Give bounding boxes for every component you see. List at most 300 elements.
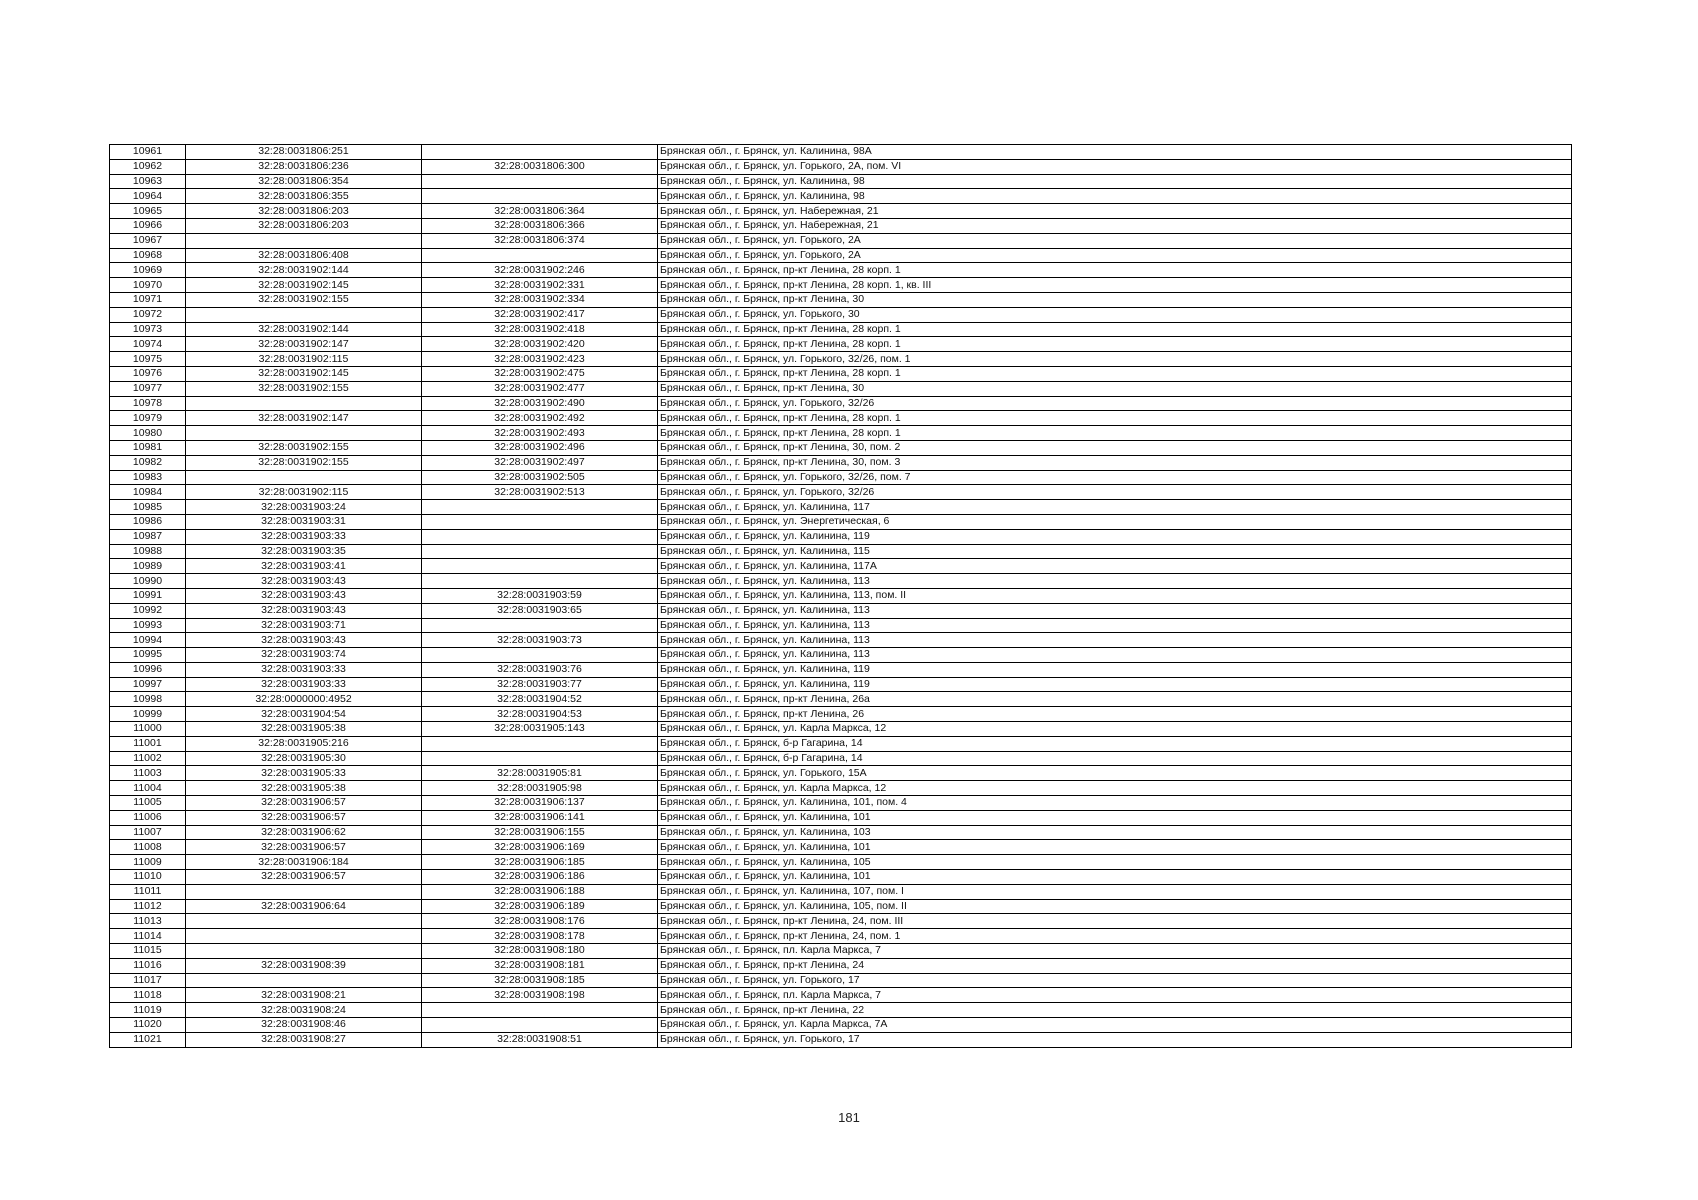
- cadastral-number-cell: 32:28:0031905:30: [186, 751, 422, 766]
- premises-cadastral-number-cell: [422, 544, 658, 559]
- address-cell: Брянская обл., г. Брянск, ул. Карла Маркса, 7А: [658, 1018, 1572, 1033]
- address-cell: Брянская обл., г. Брянск, пл. Карла Маркса, 7: [658, 988, 1572, 1003]
- cadastral-number-cell: 32:28:0031906:64: [186, 899, 422, 914]
- row-number-cell: 10994: [110, 633, 186, 648]
- premises-cadastral-number-cell: 32:28:0031908:51: [422, 1032, 658, 1047]
- premises-cadastral-number-cell: [422, 559, 658, 574]
- table-row: [110, 618, 1572, 633]
- row-number-cell: 11007: [110, 825, 186, 840]
- premises-cadastral-number-cell: 32:28:0031902:420: [422, 337, 658, 352]
- premises-cadastral-number-cell: 32:28:0031903:76: [422, 662, 658, 677]
- premises-cadastral-number-cell: 32:28:0031902:496: [422, 440, 658, 455]
- address-cell: Брянская обл., г. Брянск, ул. Калинина, 113: [658, 633, 1572, 648]
- cadastral-number-cell: 32:28:0031806:408: [186, 248, 422, 263]
- table-row: [110, 648, 1572, 663]
- row-number-cell: 10987: [110, 529, 186, 544]
- cadastral-number-cell: [186, 426, 422, 441]
- row-number-cell: 10962: [110, 159, 186, 174]
- page-number: 181: [838, 1110, 860, 1125]
- table-row: [110, 633, 1572, 648]
- cadastral-number-cell: 32:28:0031903:43: [186, 588, 422, 603]
- cadastral-number-cell: [186, 884, 422, 899]
- premises-cadastral-number-cell: [422, 189, 658, 204]
- table-row: [110, 736, 1572, 751]
- row-number-cell: 10967: [110, 233, 186, 248]
- row-number-cell: 10980: [110, 426, 186, 441]
- table-row: [110, 914, 1572, 929]
- cadastral-number-cell: 32:28:0031903:33: [186, 529, 422, 544]
- cadastral-number-cell: 32:28:0031903:24: [186, 500, 422, 515]
- premises-cadastral-number-cell: [422, 500, 658, 515]
- premises-cadastral-number-cell: 32:28:0031902:417: [422, 307, 658, 322]
- premises-cadastral-number-cell: [422, 174, 658, 189]
- table-row: [110, 352, 1572, 367]
- address-cell: Брянская обл., г. Брянск, ул. Калинина, 98: [658, 174, 1572, 189]
- address-cell: Брянская обл., г. Брянск, ул. Горького, 32/26: [658, 396, 1572, 411]
- address-cell: Брянская обл., г. Брянск, ул. Калинина, 117: [658, 500, 1572, 515]
- address-cell: Брянская обл., г. Брянск, ул. Карла Маркса, 12: [658, 781, 1572, 796]
- cadastral-number-cell: 32:28:0031905:33: [186, 766, 422, 781]
- premises-cadastral-number-cell: 32:28:0031906:185: [422, 855, 658, 870]
- address-cell: Брянская обл., г. Брянск, ул. Калинина, 105: [658, 855, 1572, 870]
- address-cell: Брянская обл., г. Брянск, пр-кт Ленина, 30, пом. 2: [658, 440, 1572, 455]
- address-cell: Брянская обл., г. Брянск, пр-кт Ленина, 24, пом. III: [658, 914, 1572, 929]
- cadastral-number-cell: 32:28:0031908:39: [186, 958, 422, 973]
- cadastral-number-cell: 32:28:0031902:144: [186, 322, 422, 337]
- row-number-cell: 11000: [110, 722, 186, 737]
- table-row: [110, 692, 1572, 707]
- address-cell: Брянская обл., г. Брянск, пр-кт Ленина, 28 корп. 1: [658, 322, 1572, 337]
- address-cell: Брянская обл., г. Брянск, ул. Калинина, 113, пом. II: [658, 588, 1572, 603]
- row-number-cell: 11004: [110, 781, 186, 796]
- address-cell: Брянская обл., г. Брянск, пр-кт Ленина, 28 корп. 1: [658, 337, 1572, 352]
- cadastral-number-cell: [186, 914, 422, 929]
- row-number-cell: 10976: [110, 366, 186, 381]
- table-row: [110, 988, 1572, 1003]
- premises-cadastral-number-cell: [422, 574, 658, 589]
- address-cell: Брянская обл., г. Брянск, пр-кт Ленина, 30: [658, 381, 1572, 396]
- premises-cadastral-number-cell: 32:28:0031908:181: [422, 958, 658, 973]
- address-cell: Брянская обл., г. Брянск, ул. Горького, 30: [658, 307, 1572, 322]
- table-row: [110, 751, 1572, 766]
- cadastral-number-cell: 32:28:0031902:145: [186, 278, 422, 293]
- table-body: [110, 145, 1572, 1048]
- premises-cadastral-number-cell: 32:28:0031908:198: [422, 988, 658, 1003]
- row-number-cell: 11018: [110, 988, 186, 1003]
- table-row: [110, 529, 1572, 544]
- table-row: [110, 440, 1572, 455]
- table-row: [110, 574, 1572, 589]
- cadastral-number-cell: 32:28:0031906:57: [186, 810, 422, 825]
- address-cell: Брянская обл., г. Брянск, пл. Карла Маркса, 7: [658, 944, 1572, 959]
- premises-cadastral-number-cell: 32:28:0031906:189: [422, 899, 658, 914]
- table-row: [110, 722, 1572, 737]
- table-row: [110, 514, 1572, 529]
- table-row: [110, 825, 1572, 840]
- address-cell: Брянская обл., г. Брянск, пр-кт Ленина, 28 корп. 1: [658, 426, 1572, 441]
- premises-cadastral-number-cell: 32:28:0031908:178: [422, 929, 658, 944]
- premises-cadastral-number-cell: 32:28:0031806:364: [422, 204, 658, 219]
- address-cell: Брянская обл., г. Брянск, ул. Набережная, 21: [658, 204, 1572, 219]
- cadastral-number-cell: 32:28:0031905:38: [186, 722, 422, 737]
- table-row: [110, 870, 1572, 885]
- table-row: [110, 707, 1572, 722]
- row-number-cell: 10972: [110, 307, 186, 322]
- row-number-cell: 10989: [110, 559, 186, 574]
- row-number-cell: 11002: [110, 751, 186, 766]
- premises-cadastral-number-cell: [422, 248, 658, 263]
- row-number-cell: 11015: [110, 944, 186, 959]
- premises-cadastral-number-cell: 32:28:0031806:366: [422, 218, 658, 233]
- table-row: [110, 1018, 1572, 1033]
- table-row: [110, 278, 1572, 293]
- address-cell: Брянская обл., г. Брянск, пр-кт Ленина, 28 корп. 1: [658, 366, 1572, 381]
- table-row: [110, 248, 1572, 263]
- address-cell: Брянская обл., г. Брянск, ул. Горького, 2А: [658, 233, 1572, 248]
- address-cell: Брянская обл., г. Брянск, ул. Калинина, 101, пом. 4: [658, 796, 1572, 811]
- address-cell: Брянская обл., г. Брянск, ул. Горького, 32/26, пом. 1: [658, 352, 1572, 367]
- row-number-cell: 10971: [110, 292, 186, 307]
- table-row: [110, 973, 1572, 988]
- address-cell: Брянская обл., г. Брянск, ул. Калинина, 117А: [658, 559, 1572, 574]
- address-cell: Брянская обл., г. Брянск, ул. Горького, 32/26: [658, 485, 1572, 500]
- premises-cadastral-number-cell: 32:28:0031903:73: [422, 633, 658, 648]
- row-number-cell: 11012: [110, 899, 186, 914]
- table-row: [110, 204, 1572, 219]
- row-number-cell: 10993: [110, 618, 186, 633]
- premises-cadastral-number-cell: [422, 618, 658, 633]
- address-cell: Брянская обл., г. Брянск, пр-кт Ленина, 24, пом. 1: [658, 929, 1572, 944]
- property-registry-table: [109, 144, 1572, 1048]
- address-cell: Брянская обл., г. Брянск, пр-кт Ленина, 28 корп. 1: [658, 263, 1572, 278]
- address-cell: Брянская обл., г. Брянск, ул. Горького, 15А: [658, 766, 1572, 781]
- premises-cadastral-number-cell: [422, 751, 658, 766]
- address-cell: Брянская обл., г. Брянск, б-р Гагарина, 14: [658, 751, 1572, 766]
- row-number-cell: 10996: [110, 662, 186, 677]
- premises-cadastral-number-cell: 32:28:0031908:180: [422, 944, 658, 959]
- premises-cadastral-number-cell: 32:28:0031902:418: [422, 322, 658, 337]
- cadastral-number-cell: 32:28:0031903:43: [186, 574, 422, 589]
- row-number-cell: 10984: [110, 485, 186, 500]
- row-number-cell: 10973: [110, 322, 186, 337]
- cadastral-number-cell: 32:28:0031908:46: [186, 1018, 422, 1033]
- table-row: [110, 426, 1572, 441]
- premises-cadastral-number-cell: 32:28:0031902:492: [422, 411, 658, 426]
- table-row: [110, 218, 1572, 233]
- row-number-cell: 10991: [110, 588, 186, 603]
- address-cell: Брянская обл., г. Брянск, ул. Калинина, 103: [658, 825, 1572, 840]
- row-number-cell: 10978: [110, 396, 186, 411]
- premises-cadastral-number-cell: 32:28:0031906:169: [422, 840, 658, 855]
- cadastral-number-cell: [186, 396, 422, 411]
- table-row: [110, 500, 1572, 515]
- row-number-cell: 11021: [110, 1032, 186, 1047]
- cadastral-number-cell: 32:28:0031903:71: [186, 618, 422, 633]
- row-number-cell: 11010: [110, 870, 186, 885]
- cadastral-number-cell: 32:28:0031906:57: [186, 796, 422, 811]
- cadastral-number-cell: [186, 307, 422, 322]
- cadastral-number-cell: 32:28:0031902:115: [186, 485, 422, 500]
- row-number-cell: 11020: [110, 1018, 186, 1033]
- cadastral-number-cell: 32:28:0031903:35: [186, 544, 422, 559]
- premises-cadastral-number-cell: 32:28:0031806:300: [422, 159, 658, 174]
- premises-cadastral-number-cell: 32:28:0031902:423: [422, 352, 658, 367]
- premises-cadastral-number-cell: 32:28:0031906:141: [422, 810, 658, 825]
- premises-cadastral-number-cell: [422, 648, 658, 663]
- table-row: [110, 559, 1572, 574]
- table-row: [110, 322, 1572, 337]
- cadastral-number-cell: 32:28:0031806:203: [186, 204, 422, 219]
- row-number-cell: 10999: [110, 707, 186, 722]
- cadastral-number-cell: [186, 973, 422, 988]
- cadastral-number-cell: 32:28:0031903:41: [186, 559, 422, 574]
- row-number-cell: 10995: [110, 648, 186, 663]
- row-number-cell: 10968: [110, 248, 186, 263]
- table-row: [110, 233, 1572, 248]
- address-cell: Брянская обл., г. Брянск, ул. Калинина, 113: [658, 618, 1572, 633]
- cadastral-number-cell: 32:28:0031904:54: [186, 707, 422, 722]
- address-cell: Брянская обл., г. Брянск, ул. Калинина, 98А: [658, 145, 1572, 160]
- premises-cadastral-number-cell: 32:28:0031902:490: [422, 396, 658, 411]
- cadastral-number-cell: [186, 929, 422, 944]
- table-row: [110, 411, 1572, 426]
- table-row: [110, 810, 1572, 825]
- cadastral-number-cell: 32:28:0031903:74: [186, 648, 422, 663]
- address-cell: Брянская обл., г. Брянск, пр-кт Ленина, 28 корп. 1: [658, 411, 1572, 426]
- row-number-cell: 11011: [110, 884, 186, 899]
- address-cell: Брянская обл., г. Брянск, пр-кт Ленина, 28 корп. 1, кв. III: [658, 278, 1572, 293]
- address-cell: Брянская обл., г. Брянск, ул. Горького, 32/26, пом. 7: [658, 470, 1572, 485]
- address-cell: Брянская обл., г. Брянск, ул. Калинина, 113: [658, 603, 1572, 618]
- address-cell: Брянская обл., г. Брянск, пр-кт Ленина, 26: [658, 707, 1572, 722]
- cadastral-number-cell: 32:28:0031902:145: [186, 366, 422, 381]
- row-number-cell: 11017: [110, 973, 186, 988]
- premises-cadastral-number-cell: 32:28:0031904:53: [422, 707, 658, 722]
- premises-cadastral-number-cell: [422, 529, 658, 544]
- row-number-cell: 10985: [110, 500, 186, 515]
- address-cell: Брянская обл., г. Брянск, ул. Калинина, 105, пом. II: [658, 899, 1572, 914]
- address-cell: Брянская обл., г. Брянск, ул. Калинина, 113: [658, 574, 1572, 589]
- cadastral-number-cell: 32:28:0031903:33: [186, 677, 422, 692]
- table-row: [110, 884, 1572, 899]
- address-cell: Брянская обл., г. Брянск, ул. Калинина, 119: [658, 529, 1572, 544]
- table-row: [110, 470, 1572, 485]
- premises-cadastral-number-cell: 32:28:0031905:98: [422, 781, 658, 796]
- premises-cadastral-number-cell: 32:28:0031902:246: [422, 263, 658, 278]
- table-row: [110, 840, 1572, 855]
- premises-cadastral-number-cell: 32:28:0031902:331: [422, 278, 658, 293]
- table-row: [110, 263, 1572, 278]
- table-row: [110, 677, 1572, 692]
- premises-cadastral-number-cell: [422, 514, 658, 529]
- premises-cadastral-number-cell: 32:28:0031902:497: [422, 455, 658, 470]
- address-cell: Брянская обл., г. Брянск, ул. Горького, 17: [658, 1032, 1572, 1047]
- table-row: [110, 381, 1572, 396]
- premises-cadastral-number-cell: 32:28:0031908:185: [422, 973, 658, 988]
- row-number-cell: 10975: [110, 352, 186, 367]
- cadastral-number-cell: 32:28:0031903:31: [186, 514, 422, 529]
- row-number-cell: 10979: [110, 411, 186, 426]
- premises-cadastral-number-cell: 32:28:0031902:505: [422, 470, 658, 485]
- address-cell: Брянская обл., г. Брянск, ул. Калинина, 101: [658, 840, 1572, 855]
- premises-cadastral-number-cell: 32:28:0031903:59: [422, 588, 658, 603]
- table-row: [110, 796, 1572, 811]
- cadastral-number-cell: 32:28:0031905:38: [186, 781, 422, 796]
- row-number-cell: 10974: [110, 337, 186, 352]
- row-number-cell: 11014: [110, 929, 186, 944]
- cadastral-number-cell: [186, 944, 422, 959]
- row-number-cell: 11003: [110, 766, 186, 781]
- table-row: [110, 544, 1572, 559]
- cadastral-number-cell: [186, 233, 422, 248]
- row-number-cell: 11019: [110, 1003, 186, 1018]
- cadastral-number-cell: 32:28:0031806:355: [186, 189, 422, 204]
- row-number-cell: 11013: [110, 914, 186, 929]
- premises-cadastral-number-cell: [422, 145, 658, 160]
- cadastral-number-cell: 32:28:0031908:21: [186, 988, 422, 1003]
- table-row: [110, 455, 1572, 470]
- premises-cadastral-number-cell: [422, 1018, 658, 1033]
- address-cell: Брянская обл., г. Брянск, пр-кт Ленина, 24: [658, 958, 1572, 973]
- cadastral-number-cell: [186, 470, 422, 485]
- cadastral-number-cell: 32:28:0031905:216: [186, 736, 422, 751]
- address-cell: Брянская обл., г. Брянск, б-р Гагарина, 14: [658, 736, 1572, 751]
- cadastral-number-cell: 32:28:0031806:251: [186, 145, 422, 160]
- cadastral-number-cell: 32:28:0031806:354: [186, 174, 422, 189]
- table-row: [110, 159, 1572, 174]
- table-row: [110, 899, 1572, 914]
- cadastral-number-cell: 32:28:0031902:155: [186, 381, 422, 396]
- cadastral-number-cell: 32:28:0031902:155: [186, 455, 422, 470]
- premises-cadastral-number-cell: 32:28:0031806:374: [422, 233, 658, 248]
- address-cell: Брянская обл., г. Брянск, ул. Калинина, 113: [658, 648, 1572, 663]
- cadastral-number-cell: 32:28:0031906:57: [186, 870, 422, 885]
- table-row: [110, 174, 1572, 189]
- address-cell: Брянская обл., г. Брянск, ул. Набережная, 21: [658, 218, 1572, 233]
- address-cell: Брянская обл., г. Брянск, ул. Калинина, 101: [658, 870, 1572, 885]
- premises-cadastral-number-cell: 32:28:0031905:143: [422, 722, 658, 737]
- cadastral-number-cell: 32:28:0031902:115: [186, 352, 422, 367]
- premises-cadastral-number-cell: 32:28:0031906:188: [422, 884, 658, 899]
- premises-cadastral-number-cell: 32:28:0031902:475: [422, 366, 658, 381]
- table-row: [110, 781, 1572, 796]
- row-number-cell: 11009: [110, 855, 186, 870]
- table-row: [110, 396, 1572, 411]
- address-cell: Брянская обл., г. Брянск, ул. Калинина, 119: [658, 662, 1572, 677]
- table-row: [110, 855, 1572, 870]
- cadastral-number-cell: 32:28:0031908:27: [186, 1032, 422, 1047]
- table-row: [110, 1003, 1572, 1018]
- row-number-cell: 10997: [110, 677, 186, 692]
- table-row: [110, 292, 1572, 307]
- premises-cadastral-number-cell: 32:28:0031903:65: [422, 603, 658, 618]
- premises-cadastral-number-cell: 32:28:0031903:77: [422, 677, 658, 692]
- address-cell: Брянская обл., г. Брянск, пр-кт Ленина, 22: [658, 1003, 1572, 1018]
- address-cell: Брянская обл., г. Брянск, ул. Калинина, 101: [658, 810, 1572, 825]
- premises-cadastral-number-cell: 32:28:0031902:477: [422, 381, 658, 396]
- premises-cadastral-number-cell: [422, 1003, 658, 1018]
- address-cell: Брянская обл., г. Брянск, ул. Калинина, 107, пом. I: [658, 884, 1572, 899]
- cadastral-number-cell: 32:28:0031902:144: [186, 263, 422, 278]
- cadastral-number-cell: 32:28:0031908:24: [186, 1003, 422, 1018]
- address-cell: Брянская обл., г. Брянск, ул. Калинина, 119: [658, 677, 1572, 692]
- address-cell: Брянская обл., г. Брянск, ул. Калинина, 115: [658, 544, 1572, 559]
- premises-cadastral-number-cell: 32:28:0031908:176: [422, 914, 658, 929]
- address-cell: Брянская обл., г. Брянск, пр-кт Ленина, 30: [658, 292, 1572, 307]
- address-cell: Брянская обл., г. Брянск, ул. Энергетическая, 6: [658, 514, 1572, 529]
- cadastral-number-cell: 32:28:0031806:203: [186, 218, 422, 233]
- row-number-cell: 11016: [110, 958, 186, 973]
- address-cell: Брянская обл., г. Брянск, ул. Горького, 2А, пом. VI: [658, 159, 1572, 174]
- cadastral-number-cell: 32:28:0031902:155: [186, 440, 422, 455]
- row-number-cell: 10965: [110, 204, 186, 219]
- premises-cadastral-number-cell: 32:28:0031906:186: [422, 870, 658, 885]
- address-cell: Брянская обл., г. Брянск, пр-кт Ленина, 26а: [658, 692, 1572, 707]
- cadastral-number-cell: 32:28:0031903:43: [186, 633, 422, 648]
- table-row: [110, 145, 1572, 160]
- premises-cadastral-number-cell: 32:28:0031902:513: [422, 485, 658, 500]
- cadastral-number-cell: 32:28:0000000:4952: [186, 692, 422, 707]
- row-number-cell: 10963: [110, 174, 186, 189]
- table-row: [110, 603, 1572, 618]
- table-row: [110, 766, 1572, 781]
- row-number-cell: 10966: [110, 218, 186, 233]
- premises-cadastral-number-cell: 32:28:0031904:52: [422, 692, 658, 707]
- cadastral-number-cell: 32:28:0031902:147: [186, 411, 422, 426]
- premises-cadastral-number-cell: 32:28:0031902:334: [422, 292, 658, 307]
- row-number-cell: 10981: [110, 440, 186, 455]
- row-number-cell: 10964: [110, 189, 186, 204]
- premises-cadastral-number-cell: 32:28:0031906:155: [422, 825, 658, 840]
- table-row: [110, 944, 1572, 959]
- table-row: [110, 337, 1572, 352]
- row-number-cell: 11005: [110, 796, 186, 811]
- row-number-cell: 10990: [110, 574, 186, 589]
- cadastral-number-cell: 32:28:0031902:155: [186, 292, 422, 307]
- row-number-cell: 10988: [110, 544, 186, 559]
- address-cell: Брянская обл., г. Брянск, ул. Карла Маркса, 12: [658, 722, 1572, 737]
- premises-cadastral-number-cell: 32:28:0031906:137: [422, 796, 658, 811]
- row-number-cell: 10998: [110, 692, 186, 707]
- address-cell: Брянская обл., г. Брянск, ул. Горького, 2А: [658, 248, 1572, 263]
- row-number-cell: 10986: [110, 514, 186, 529]
- table-row: [110, 366, 1572, 381]
- premises-cadastral-number-cell: 32:28:0031902:493: [422, 426, 658, 441]
- table-row: [110, 929, 1572, 944]
- table-row: [110, 1032, 1572, 1047]
- table-row: [110, 307, 1572, 322]
- row-number-cell: 10970: [110, 278, 186, 293]
- premises-cadastral-number-cell: 32:28:0031905:81: [422, 766, 658, 781]
- row-number-cell: 10977: [110, 381, 186, 396]
- row-number-cell: 11006: [110, 810, 186, 825]
- table-row: [110, 189, 1572, 204]
- table-row: [110, 662, 1572, 677]
- cadastral-number-cell: 32:28:0031906:57: [186, 840, 422, 855]
- table-row: [110, 485, 1572, 500]
- table-row: [110, 588, 1572, 603]
- row-number-cell: 11001: [110, 736, 186, 751]
- address-cell: Брянская обл., г. Брянск, ул. Горького, 17: [658, 973, 1572, 988]
- table-row: [110, 958, 1572, 973]
- cadastral-number-cell: 32:28:0031902:147: [186, 337, 422, 352]
- cadastral-number-cell: 32:28:0031806:236: [186, 159, 422, 174]
- address-cell: Брянская обл., г. Брянск, ул. Калинина, 98: [658, 189, 1572, 204]
- row-number-cell: 10982: [110, 455, 186, 470]
- address-cell: Брянская обл., г. Брянск, пр-кт Ленина, 30, пом. 3: [658, 455, 1572, 470]
- row-number-cell: 10992: [110, 603, 186, 618]
- row-number-cell: 10983: [110, 470, 186, 485]
